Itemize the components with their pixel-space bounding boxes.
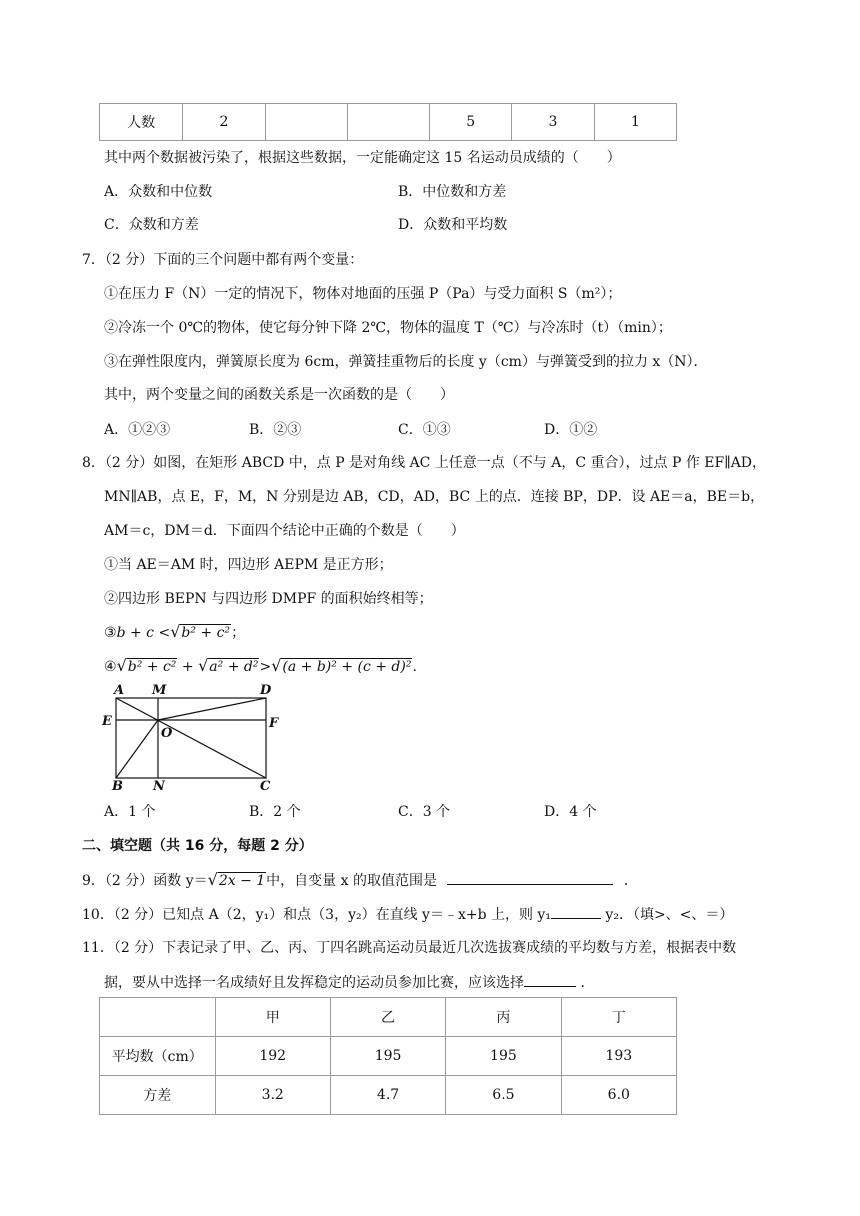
table-cell: 人数 bbox=[100, 104, 183, 141]
q8-conclusion-3 bbox=[104, 622, 245, 643]
q9-radicand: 2x − 1 bbox=[218, 873, 266, 889]
q8-option-c: C．3 个 bbox=[398, 804, 451, 820]
sqrt-icon: √ bbox=[198, 656, 209, 675]
q9-prefix: 9．（2 分）函数 y＝ bbox=[82, 873, 208, 889]
q8-c4-prefix: ④ bbox=[104, 659, 117, 675]
athlete-stats-table bbox=[99, 997, 677, 1115]
q7-item-2: ②冷冻一个 0℃的物体，使它每分钟下降 2℃，物体的温度 T（℃）与冷冻时（t）（min）； bbox=[104, 320, 672, 336]
diagonal-ac bbox=[116, 698, 266, 778]
table-cell: 3 bbox=[512, 104, 594, 141]
table-cell: 4.7 bbox=[330, 1076, 445, 1115]
q9-suffix: 中，自变量 x 的取值范围是 bbox=[266, 873, 437, 889]
q8-c3-lhs: b + c < bbox=[116, 625, 171, 641]
q8-c4-radicand-1: b² + c² bbox=[127, 659, 177, 675]
table-cell: 5 bbox=[430, 104, 512, 141]
q9-answer-blank[interactable] bbox=[447, 870, 613, 885]
label-c: C bbox=[260, 779, 271, 794]
q7-option-d: D．①② bbox=[544, 422, 598, 438]
q6-option-a: A．众数和中位数 bbox=[104, 184, 213, 200]
q8-option-a: A．1 个 bbox=[104, 804, 156, 820]
table-cell: 1 bbox=[594, 104, 676, 141]
q7-option-b: B．②③ bbox=[249, 422, 302, 438]
q8-conclusion-2: ②四边形 BEPN 与四边形 DMPF 的面积始终相等； bbox=[104, 591, 433, 607]
label-m: M bbox=[152, 683, 167, 698]
table-cell: 195 bbox=[446, 1037, 561, 1076]
table-header-cell bbox=[100, 998, 216, 1037]
q7-option-c: C．①③ bbox=[398, 422, 451, 438]
q8-c4-radicand-2: a² + d² bbox=[209, 659, 259, 675]
table-cell: 193 bbox=[561, 1037, 676, 1076]
table-header-cell: 甲 bbox=[215, 998, 330, 1037]
q11-line-1: 11．（2 分）下表记录了甲、乙、丙、丁四名跳高运动员最近几次选拔赛成绩的平均数与方差，根据表中数 bbox=[82, 940, 737, 956]
label-d: D bbox=[260, 683, 272, 698]
q10-prefix: 10．（2 分）已知点 A（2，y₁）和点（3，y₂）在直线 y＝﹣x+b 上，则 y₁ bbox=[82, 907, 551, 923]
q8-line-1: 8．（2 分）如图，在矩形 ABCD 中，点 P 是对角线 AC 上任意一点（不与 A，C 重合），过点 P 作 EF∥AD， bbox=[82, 455, 767, 471]
table-header-cell: 乙 bbox=[330, 998, 445, 1037]
label-a: A bbox=[114, 683, 125, 698]
table-cell bbox=[265, 104, 347, 141]
q8-c4-radicand-3: (a + b)² + (c + d)² bbox=[282, 659, 412, 675]
table-cell: 195 bbox=[330, 1037, 445, 1076]
sqrt-icon: √ bbox=[116, 656, 127, 675]
q6-option-d: D．众数和平均数 bbox=[398, 217, 508, 233]
table-cell: 6.0 bbox=[561, 1076, 676, 1115]
score-count-table bbox=[99, 103, 677, 141]
q11-line-2 bbox=[104, 972, 594, 993]
q6-stem: 其中两个数据被污染了，根据这些数据，一定能确定这 15 名运动员成绩的（ ） bbox=[104, 150, 621, 166]
segment-dp bbox=[158, 698, 266, 720]
q7-intro: 7．（2 分）下面的三个问题中都有两个变量： bbox=[82, 252, 364, 268]
q7-item-3: ③在弹性限度内，弹簧原长度为 6cm，弹簧挂重物后的长度 y（cm）与弹簧受到的拉力 x（N）． bbox=[104, 354, 708, 370]
q9-end: ． bbox=[623, 873, 638, 889]
q8-c4-plus: + bbox=[181, 659, 194, 675]
q10-answer-blank[interactable] bbox=[551, 904, 601, 919]
q8-line-2: MN∥AB，点 E，F，M，N 分别是边 AB，CD，AD，BC 上的点．连接 BP，DP．设 AE＝a，BE＝b， bbox=[104, 489, 765, 505]
segment-bp bbox=[116, 720, 158, 778]
sqrt-icon: √ bbox=[271, 656, 282, 675]
section-heading: 二、填空题（共 16 分，每题 2 分） bbox=[82, 838, 313, 854]
label-e: E bbox=[102, 714, 112, 729]
table-cell: 3.2 bbox=[215, 1076, 330, 1115]
q8-option-b: B．2 个 bbox=[249, 804, 301, 820]
rectangle-figure bbox=[98, 682, 288, 794]
q6-option-c: C．众数和方差 bbox=[104, 217, 199, 233]
label-b: B bbox=[112, 779, 123, 794]
q8-c4-gt: > bbox=[259, 659, 272, 675]
q10-line bbox=[82, 904, 733, 925]
table-cell bbox=[347, 104, 429, 141]
sqrt-icon: √ bbox=[207, 870, 218, 889]
q10-suffix: y₂．（填>、<、＝） bbox=[605, 907, 734, 923]
table-row bbox=[100, 1076, 677, 1115]
label-f: F bbox=[269, 716, 279, 731]
q8-line-3: AM＝c，DM＝d．下面四个结论中正确的个数是（ ） bbox=[104, 523, 465, 539]
sqrt-icon: √ bbox=[170, 622, 181, 641]
table-row bbox=[100, 104, 677, 141]
table-cell: 192 bbox=[215, 1037, 330, 1076]
q11-answer-blank[interactable] bbox=[524, 972, 576, 987]
table-cell: 方差 bbox=[100, 1076, 216, 1115]
q8-conclusion-4 bbox=[104, 656, 417, 677]
q7-option-a: A．①②③ bbox=[104, 422, 171, 438]
q8-c3-prefix: ③ bbox=[104, 625, 117, 641]
table-header-cell: 丙 bbox=[446, 998, 561, 1037]
table-row bbox=[100, 1037, 677, 1076]
q7-question: 其中，两个变量之间的函数关系是一次函数的是（ ） bbox=[104, 387, 454, 403]
table-cell: 平均数（cm） bbox=[100, 1037, 216, 1076]
q9-line bbox=[82, 870, 638, 891]
q11-line-2-text: 据，要从中选择一名成绩好且发挥稳定的运动员参加比赛，应该选择 bbox=[104, 975, 524, 991]
q8-conclusion-1: ①当 AE＝AM 时，四边形 AEPM 是正方形； bbox=[104, 557, 393, 573]
label-n: N bbox=[153, 779, 165, 794]
q8-c3-end: ； bbox=[231, 625, 246, 641]
table-cell: 6.5 bbox=[446, 1076, 561, 1115]
q8-option-d: D．4 个 bbox=[544, 804, 597, 820]
q6-option-b: B．中位数和方差 bbox=[398, 184, 507, 200]
table-header-cell: 丁 bbox=[561, 998, 676, 1037]
q8-c3-radicand: b² + c² bbox=[181, 625, 231, 641]
q11-end: ． bbox=[580, 975, 595, 991]
q7-item-1: ①在压力 F（N）一定的情况下，物体对地面的压强 P（Pa）与受力面积 S（m²）； bbox=[104, 286, 622, 302]
table-cell: 2 bbox=[183, 104, 265, 141]
q8-c4-end: . bbox=[412, 659, 417, 675]
table-header-row bbox=[100, 998, 677, 1037]
label-o: O bbox=[161, 726, 173, 741]
